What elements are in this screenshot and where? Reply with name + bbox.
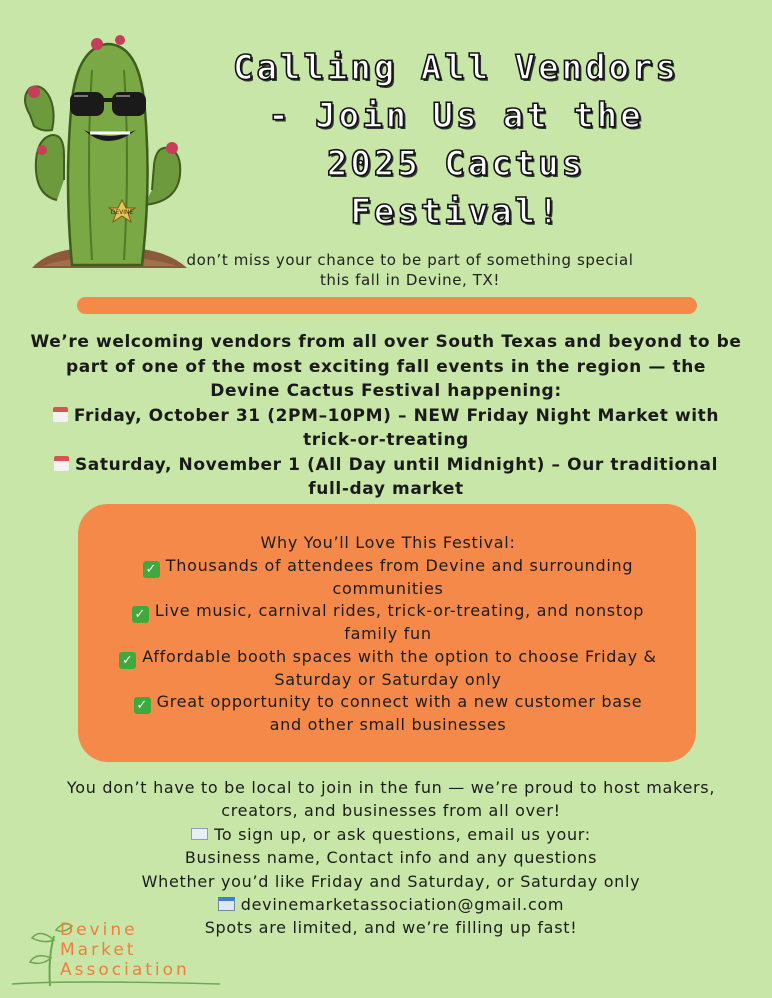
saturday-date-line: Saturday, November 1 (All Day until Midnight) – Our traditional bbox=[8, 453, 764, 478]
benefit-item: ✓ Live music, carnival rides, trick-or-treating, and nonstop bbox=[90, 600, 686, 623]
intro-line: part of one of the most exciting fall events in the region — the bbox=[65, 356, 707, 377]
benefit-item: ✓ Affordable booth spaces with the option to choose Friday & bbox=[90, 646, 686, 669]
benefit-item-cont: family fun bbox=[344, 624, 432, 644]
benefit-item-cont: communities bbox=[332, 578, 444, 598]
outro-line: Business name, Contact info and any questions bbox=[184, 848, 598, 868]
title-line: 2025 Cactus bbox=[326, 144, 586, 184]
logo-line: Market bbox=[60, 940, 137, 960]
benefit-item-cont: Saturday or Saturday only bbox=[274, 669, 502, 689]
friday-date-line: Friday, October 31 (2PM–10PM) – NEW Friday Night Market with bbox=[8, 404, 764, 429]
outro-line: Spots are limited, and we’re filling up fast! bbox=[204, 918, 578, 938]
cactus-badge-text: DEVINE bbox=[110, 209, 134, 216]
calendar-icon bbox=[53, 407, 68, 422]
saturday-date-line-cont: full-day market bbox=[308, 479, 464, 499]
intro-paragraph bbox=[8, 330, 764, 502]
outro-line: creators, and businesses from all over! bbox=[221, 801, 561, 821]
outro-line: Whether you’d like Friday and Saturday, or Saturday only bbox=[141, 871, 641, 891]
email-address[interactable]: devinemarketassociation@gmail.com bbox=[240, 895, 565, 915]
checkmark-icon: ✓ bbox=[134, 697, 151, 714]
benefits-heading: Why You’ll Love This Festival: bbox=[260, 533, 516, 552]
subtitle bbox=[150, 250, 670, 290]
calendar-icon bbox=[54, 456, 69, 471]
email-line bbox=[20, 893, 762, 916]
benefits-list bbox=[90, 532, 686, 737]
logo-line: Association bbox=[60, 960, 190, 980]
intro-line: We’re welcoming vendors from all over South Texas and beyond to be bbox=[30, 332, 742, 352]
checkmark-icon: ✓ bbox=[143, 561, 160, 578]
intro-line: Devine Cactus Festival happening: bbox=[210, 381, 562, 401]
checkmark-icon: ✓ bbox=[132, 606, 149, 623]
subtitle-line: this fall in Devine, TX! bbox=[319, 271, 501, 289]
friday-date-line-cont: trick-or-treating bbox=[303, 430, 469, 450]
title-line: Festival! bbox=[350, 192, 562, 232]
checkmark-icon: ✓ bbox=[119, 652, 136, 669]
orange-divider-bar bbox=[77, 297, 697, 314]
inbox-download-icon bbox=[218, 897, 235, 911]
title-line: - Join Us at the bbox=[268, 96, 644, 136]
logo-line: Devine bbox=[60, 920, 138, 940]
title-line: Calling All Vendors bbox=[233, 48, 679, 88]
benefit-item-cont: and other small businesses bbox=[269, 715, 507, 735]
page-title bbox=[160, 44, 752, 236]
envelope-icon bbox=[191, 828, 208, 840]
benefit-item: ✓ Thousands of attendees from Devine and surrounding bbox=[90, 555, 686, 578]
benefit-item: ✓ Great opportunity to connect with a new customer base bbox=[90, 691, 686, 714]
outro-line: You don’t have to be local to join in the fun — we’re proud to host makers, bbox=[66, 778, 716, 797]
signup-line: To sign up, or ask questions, email us your: bbox=[20, 823, 762, 846]
closing-paragraph bbox=[20, 776, 762, 940]
logo-wordmark bbox=[60, 920, 190, 980]
subtitle-line: don’t miss your chance to be part of something special bbox=[186, 251, 634, 269]
